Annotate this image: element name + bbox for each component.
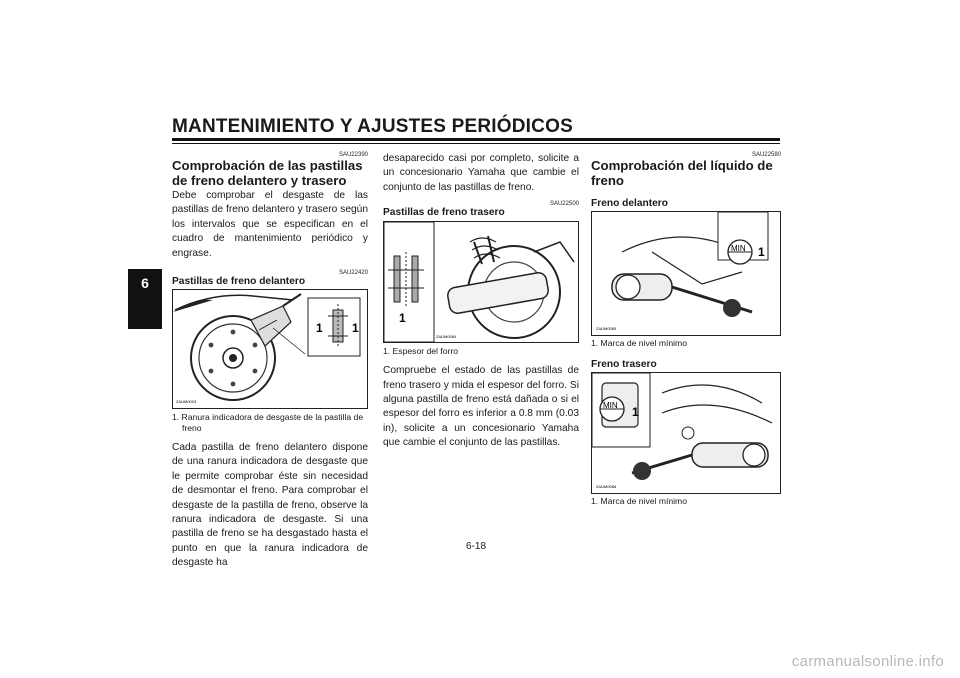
column-2 [383,152,579,451]
callout-number: 1 [632,405,639,419]
continued-paragraph: desaparecido casi por completo, solicite a un concesionario Yamaha que cambie el conjunto de las pastillas de freno. [383,153,579,193]
subsection-heading: Pastillas de freno delantero [172,276,306,288]
figure-code: ZAUM0086 [596,484,617,489]
watermark: carmanualsonline.info [791,653,944,670]
body-paragraph: Cada pastilla de freno delantero dispone de una ranura indicadora de desgaste que le permite comprobar éste sin necesidad de desmontar el freno. Para comprobar el desgaste de la pastilla de freno, observe la ranura indicadora de desgaste. Si una pastilla de freno se ha desgastado hasta el punto en que la ranura indicadora de desgaste ha [172,442,368,569]
callout-number: 1 [758,245,765,259]
section-heading: Comprobación del líquido de freno [591,158,773,188]
figure-caption-front: 1. Marca de nivel mínimo [591,338,687,348]
subsection-heading-rear: Freno trasero [591,359,657,370]
column-3 [591,152,781,507]
callout-number: 1 [399,311,406,326]
subsection-code: SAU22500 [549,201,579,208]
figure-code: ZAUM0003 [176,399,197,405]
front-brake-illustration [173,290,367,408]
front-brake-figure [172,289,368,409]
figure-code: ZAUM0085 [596,326,617,331]
column-1 [172,152,368,571]
title-rule [172,138,780,141]
subsection-heading: Pastillas de freno trasero [383,207,505,219]
rear-brake-figure [383,221,579,343]
subsection-heading-front: Freno delantero [591,198,668,209]
title-rule-thin [172,143,780,144]
front-reservoir-illustration [592,212,780,335]
min-label: MIN [603,401,618,410]
figure-caption: 1. Ranura indicadora de desgaste de la pastilla de freno [172,412,364,434]
subsection-code: SAU22420 [338,270,368,277]
rear-brake-illustration [384,222,578,342]
rear-reservoir-illustration [592,373,780,493]
section-code: SAU22390 [338,152,368,158]
figure-code: ZAUM0084 [436,334,457,340]
intro-paragraph: Debe comprobar el desgaste de las pastillas de freno delantero y trasero según los intervalos que se especifican en el cuadro de mantenimiento periódico y engrase. [172,190,368,259]
figure-caption-rear: 1. Marca de nivel mínimo [591,496,687,506]
callout-number-2: 1 [352,321,359,336]
callout-number-1: 1 [316,321,323,336]
chapter-tab: 6 [128,269,162,329]
section-heading: Comprobación de las pastillas de freno delantero y trasero [172,158,363,188]
figure-caption: 1. Espesor del forro [383,346,458,357]
page-number: 6-18 [466,541,487,552]
min-label: MIN [731,244,746,253]
rear-brake-fluid-figure [591,372,781,494]
body-paragraph: Compruebe el estado de las pastillas de freno trasero y mida el espesor del forro. Si alguna pastilla de freno está dañada o si el espesor del forro es inferior a 0.8 mm (0.03 in), solicite a un concesionario Yamaha que cambie el conjunto de las pastillas. [383,365,579,449]
section-code: SAU22580 [751,152,781,158]
page-title: MANTENIMIENTO Y AJUSTES PERIÓDICOS [172,116,573,137]
front-brake-fluid-figure [591,211,781,336]
